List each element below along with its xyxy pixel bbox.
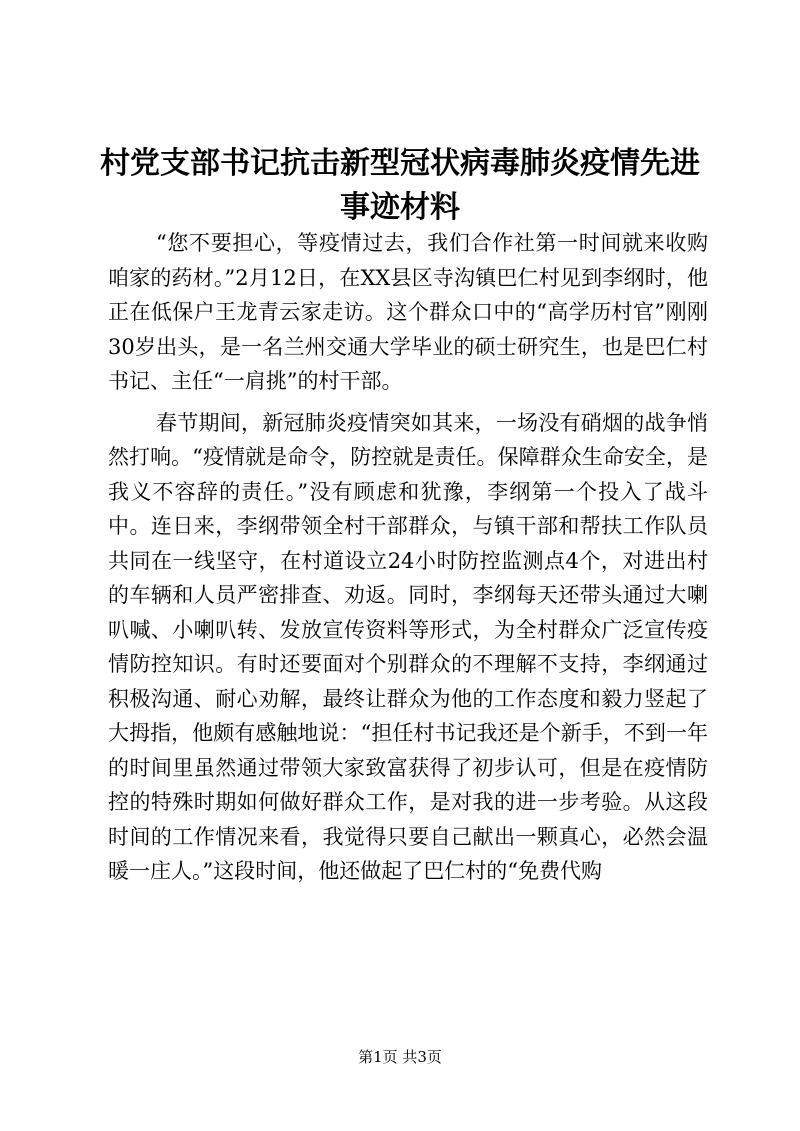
paragraph-2: 春节期间，新冠肺炎疫情突如其来，一场没有硝烟的战争悄然打响。“疫情就是命令，防控就是责任。保障群众生命安全，是我义不容辞的责任。”没有顾虑和犹豫，李纲第一个投入了战斗中。连日来，李纲带领全村干部群众，与镇干部和帮扶工作队员共同在一线坚守，在村道设立24小时防控监测点4个，对进出村的车辆和人员严密排查、劝返。同时，李纲每天还带头通过大喇叭喊、小喇叭转、发放宣传资料等形式，为全村群众广泛宣传疫情防控知识。有时还要面对个别群众的不理解不支持，李纲通过积极沟通、耐心劝解，最终让群众为他的工作态度和毅力竖起了大拇指，他颇有感触地说：“担任村书记我还是个新手，不到一年的时间里虽然通过带领大家致富获得了初步认可，但是在疫情防控的特殊时期如何做好群众工作，是对我的进一步考验。从这段时间的工作情况来看，我觉得只要自己献出一颗真心，必然会温暖一庄人。”这段时间，他还做起了巴仁村的“免费代购	[108, 410, 708, 883]
document-body	[108, 226, 708, 889]
page-number-footer: 第1页 共3页	[358, 1048, 442, 1066]
paragraph-1: “您不要担心，等疫情过去，我们合作社第一时间就来收购咱家的药材。”2月12日，在XX县区寺沟镇巴仁村见到李纲时，他正在低保户王龙青云家走访。这个群众口中的“高学历村官”刚刚30岁出头，是一名兰州交通大学毕业的硕士研究生，也是巴仁村书记、主任“一肩挑”的村干部。	[108, 231, 708, 393]
document-title: 村党支部书记抗击新型冠状病毒肺炎疫情先进事迹材料	[100, 146, 700, 225]
